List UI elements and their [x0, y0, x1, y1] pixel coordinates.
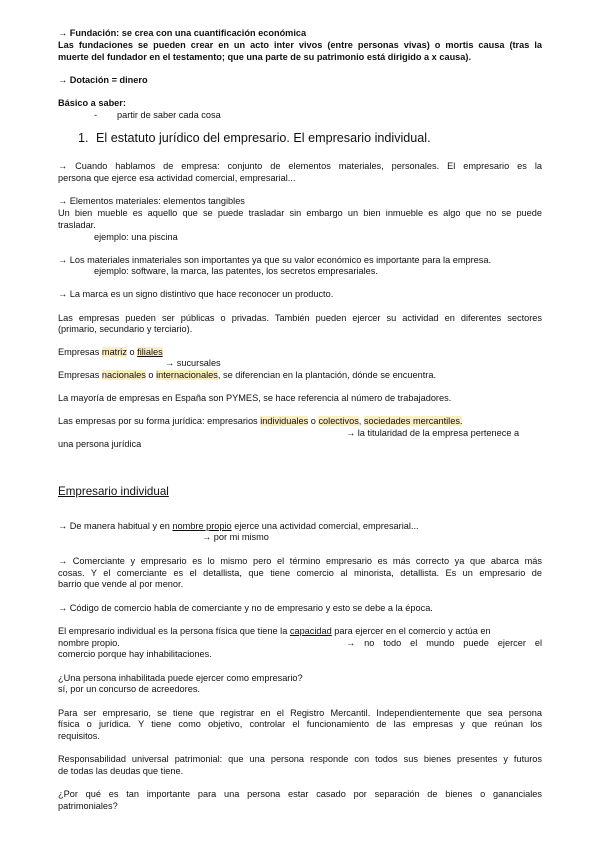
- bullet-dash: -: [94, 110, 98, 120]
- text-line: Las empresas pueden ser públicas o privadas. También pueden ejercer su actividad en diferentes sectores: [58, 313, 542, 323]
- section-heading: El estatuto jurídico del empresario. El empresario individual.: [96, 131, 431, 145]
- heading-number: 1.: [78, 131, 89, 145]
- text-line: nombre propio.: [58, 638, 120, 648]
- text-line: [58, 370, 436, 382]
- text-line: patrimoniales?: [58, 801, 118, 811]
- text-run: o: [145, 370, 157, 380]
- text-line: → Fundación: se crea con una cuantificación económica: [58, 28, 307, 38]
- text-line: → Elementos materiales: elementos tangibles: [58, 196, 245, 206]
- highlight-internacionales: internacionales: [156, 370, 218, 380]
- text-line: → Dotación = dinero: [58, 75, 148, 85]
- text-run: Empresas: [58, 347, 102, 357]
- text-run: o: [126, 347, 138, 357]
- text-run: ,: [358, 416, 364, 426]
- text-line: [58, 416, 462, 428]
- text-line: (primario, secundario y terciario).: [58, 324, 193, 334]
- highlight-colectivos: colectivos: [318, 416, 359, 426]
- text-line: trasladar.: [58, 220, 96, 230]
- text-run: Las empresas por su forma jurídica: empresarios: [58, 416, 261, 426]
- text-run: El empresario individual es la persona física que tiene la: [58, 626, 290, 636]
- text-line: una persona jurídica: [58, 439, 142, 449]
- text-line: → Cuando hablamos de empresa: conjunto de elementos materiales, personales. El empresario es la: [58, 161, 542, 171]
- text-line: de todas las deudas que tiene.: [58, 766, 184, 776]
- text-line: ¿Una persona inhabilitada puede ejercer como empresario?: [58, 673, 303, 683]
- text-line: Básico a saber:: [58, 98, 126, 108]
- highlight-nacionales: nacionales: [101, 370, 146, 380]
- text-line: requisitos.: [58, 731, 100, 741]
- text-run: , se diferencian en la plantación, dónde se encuentra.: [217, 370, 436, 380]
- section-heading: Empresario individual: [58, 485, 169, 498]
- text-run: → De manera habitual y en: [58, 521, 173, 531]
- text-line: comercio porque hay inhabilitaciones.: [58, 649, 212, 659]
- text-line: [58, 347, 163, 359]
- text-line: cosas. Y el comerciante es el detallista, que tiene comercio al minorista, detallista. Es un empresario de: [58, 568, 542, 578]
- text-line: → Los materiales inmateriales son importantes ya que su valor económico es importante para la empresa.: [58, 255, 492, 265]
- text-line: ejemplo: software, la marca, las patentes, los secretos empresariales.: [94, 266, 378, 276]
- highlight-matriz: matriz: [101, 347, 127, 357]
- text-run: ejerce una actividad comercial, empresarial...: [231, 521, 419, 531]
- text-line: sí, por un concurso de acreedores.: [58, 684, 200, 694]
- highlight-individuales: individuales: [260, 416, 309, 426]
- text-line: Las fundaciones se pueden crear en un acto inter vivos (entre personas vivas) o mortis causa (tras la: [58, 40, 542, 50]
- text-line: → por mi mismo: [202, 532, 269, 542]
- text-line: ejemplo: una piscina: [94, 232, 178, 242]
- underlined-capacidad: capacidad: [289, 626, 332, 636]
- highlight-sociedades-mercantiles: sociedades mercantiles.: [363, 416, 463, 426]
- text-line: → sucursales: [165, 358, 221, 368]
- text-line: física o jurídica. Y tiene como objetivo, controlar el funcionamiento de las empresas y que reúnan los: [58, 719, 542, 729]
- text-run: Empresas: [58, 370, 102, 380]
- text-line: muerte del fundador en el testamento; que una parte de su patrimonio está dirigido a x causa).: [58, 52, 472, 62]
- text-line: barrio que vende al por menor.: [58, 579, 184, 589]
- text-line: ¿Por qué es tan importante para una persona estar casado por separación de bienes o gananciales: [58, 789, 542, 799]
- text-run: para ejercer en el comercio y actúa en: [331, 626, 491, 636]
- text-line: Para ser empresario, se tiene que registrar en el Registro Mercantil. Independientemente que sea persona: [58, 708, 542, 718]
- underlined-nombre-propio: nombre propio: [172, 521, 232, 531]
- text-line: → la titularidad de la empresa pertenece a: [346, 428, 520, 438]
- highlight-filiales: filiales: [137, 347, 163, 357]
- text-line: → Código de comercio habla de comerciante y no de empresario y esto se debe a la época.: [58, 603, 433, 613]
- text-line: La mayoría de empresas en España son PYMES, se hace referencia al número de trabajadores.: [58, 393, 452, 403]
- text-line: → no todo el mundo puede ejercer el: [346, 638, 542, 648]
- text-run: o: [308, 416, 319, 426]
- text-line: [58, 626, 491, 638]
- text-line: → Comerciante y empresario es lo mismo pero el término empresario es más correcto ya que abarca más: [58, 556, 542, 566]
- text-line: Un bien mueble es aquello que se puede trasladar sin embargo un bien inmueble es algo que no se puede: [58, 208, 542, 218]
- text-line: → La marca es un signo distintivo que hace reconocer un producto.: [58, 289, 334, 299]
- text-line: persona que ejerce esa actividad comercial, empresarial...: [58, 173, 296, 183]
- text-line: Responsabilidad universal patrimonial: que una persona responde con todos sus bienes presentes y futuros: [58, 754, 542, 764]
- text-line: [58, 521, 419, 533]
- text-line: partir de saber cada cosa: [117, 110, 221, 120]
